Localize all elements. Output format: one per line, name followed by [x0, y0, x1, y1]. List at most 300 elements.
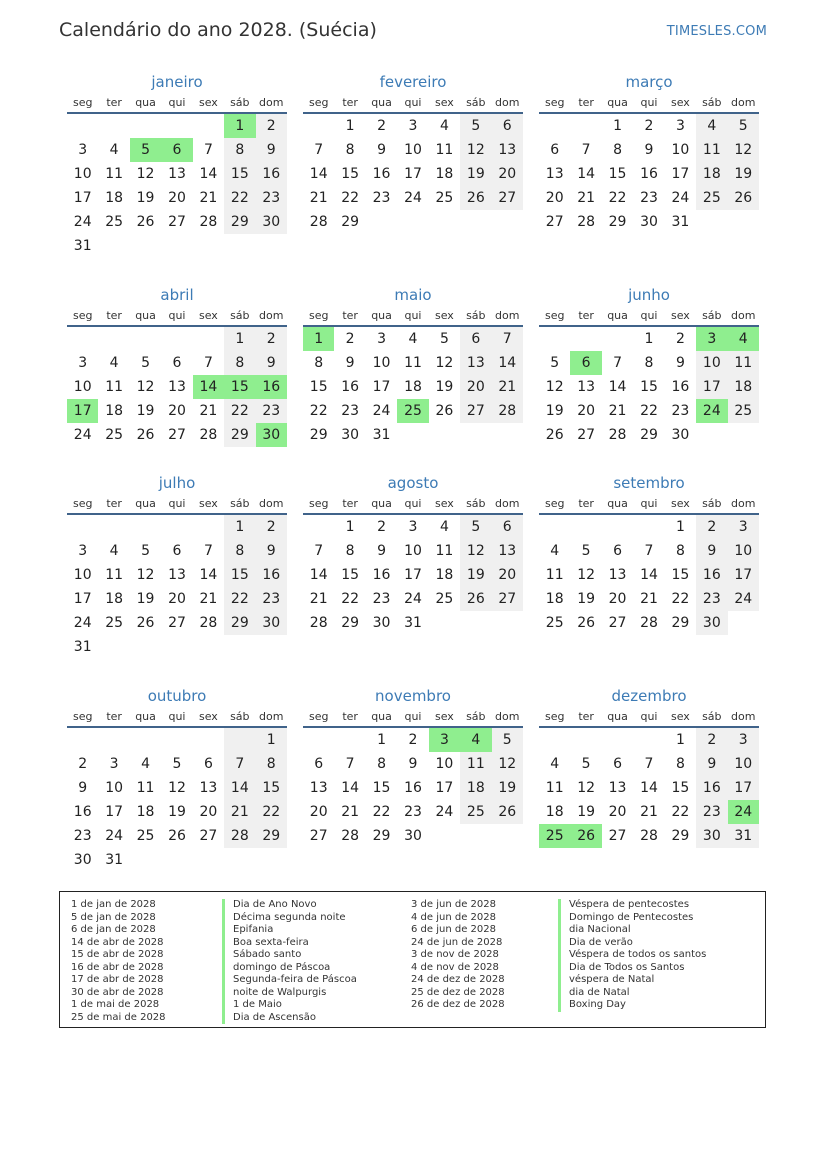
day-cell[interactable]: 21: [577, 190, 596, 206]
day-cell[interactable]: 6: [172, 543, 182, 559]
day-cell[interactable]: 15: [224, 162, 255, 186]
day-cell[interactable]: 12: [136, 379, 155, 395]
day-cell[interactable]: 24: [404, 190, 422, 206]
day-cell[interactable]: 15: [341, 166, 360, 182]
day-cell[interactable]: 6: [460, 326, 491, 351]
day-cell[interactable]: 14: [309, 567, 328, 583]
day-cell[interactable]: 13: [577, 379, 596, 395]
day-cell[interactable]: 17: [372, 379, 391, 395]
day-cell[interactable]: 22: [224, 186, 255, 210]
day-cell[interactable]: 18: [136, 804, 155, 820]
day-cell[interactable]: 24: [728, 800, 759, 824]
day-cell[interactable]: 15: [372, 780, 391, 796]
day-cell[interactable]: 14: [608, 379, 627, 395]
day-cell[interactable]: 13: [545, 166, 564, 182]
day-cell[interactable]: 30: [640, 214, 658, 230]
day-cell[interactable]: 13: [309, 780, 328, 796]
day-cell[interactable]: 16: [73, 804, 92, 820]
day-cell[interactable]: 2: [644, 118, 654, 134]
day-cell[interactable]: 2: [256, 326, 287, 351]
day-cell[interactable]: 28: [492, 399, 523, 423]
day-cell[interactable]: 17: [671, 166, 690, 182]
day-cell[interactable]: 1: [224, 326, 255, 351]
day-cell[interactable]: 18: [696, 162, 727, 186]
day-cell[interactable]: 9: [345, 355, 355, 371]
day-cell[interactable]: 16: [671, 379, 690, 395]
day-cell[interactable]: 24: [728, 587, 759, 611]
day-cell[interactable]: 26: [460, 186, 491, 210]
day-cell[interactable]: 28: [309, 615, 328, 631]
day-cell[interactable]: 16: [256, 375, 287, 399]
day-cell[interactable]: 17: [67, 399, 98, 423]
day-cell[interactable]: 22: [640, 403, 658, 419]
day-cell[interactable]: 27: [545, 214, 564, 230]
day-cell[interactable]: 11: [435, 543, 454, 559]
day-cell[interactable]: 17: [728, 776, 759, 800]
day-cell[interactable]: 11: [435, 142, 454, 158]
day-cell[interactable]: 18: [435, 567, 454, 583]
day-cell[interactable]: 27: [492, 186, 523, 210]
day-cell[interactable]: 25: [728, 399, 759, 423]
day-cell[interactable]: 21: [341, 804, 360, 820]
day-cell[interactable]: 6: [492, 113, 523, 138]
day-cell[interactable]: 31: [671, 214, 690, 230]
day-cell[interactable]: 30: [256, 210, 287, 234]
day-cell[interactable]: 27: [577, 427, 596, 443]
day-cell[interactable]: 10: [73, 379, 92, 395]
day-cell[interactable]: 19: [492, 776, 523, 800]
day-cell[interactable]: 9: [675, 355, 685, 371]
day-cell[interactable]: 25: [105, 427, 124, 443]
day-cell[interactable]: 13: [492, 539, 523, 563]
day-cell[interactable]: 22: [671, 591, 690, 607]
day-cell[interactable]: 14: [199, 166, 218, 182]
day-cell[interactable]: 16: [372, 567, 391, 583]
day-cell[interactable]: 14: [224, 776, 255, 800]
day-cell[interactable]: 1: [377, 732, 387, 748]
day-cell[interactable]: 5: [460, 113, 491, 138]
day-cell[interactable]: 3: [728, 514, 759, 539]
day-cell[interactable]: 18: [545, 804, 564, 820]
day-cell[interactable]: 8: [675, 543, 685, 559]
day-cell[interactable]: 18: [105, 591, 124, 607]
day-cell[interactable]: 28: [341, 828, 360, 844]
day-cell[interactable]: 29: [224, 210, 255, 234]
day-cell[interactable]: 8: [256, 752, 287, 776]
day-cell[interactable]: 25: [696, 186, 727, 210]
day-cell[interactable]: 21: [199, 591, 218, 607]
day-cell[interactable]: 20: [577, 403, 596, 419]
day-cell[interactable]: 12: [577, 567, 596, 583]
day-cell[interactable]: 11: [545, 567, 564, 583]
day-cell[interactable]: 5: [728, 113, 759, 138]
day-cell[interactable]: 7: [345, 756, 355, 772]
day-cell[interactable]: 15: [224, 563, 255, 587]
day-cell[interactable]: 13: [199, 780, 218, 796]
day-cell[interactable]: 28: [608, 427, 627, 443]
day-cell[interactable]: 5: [130, 138, 161, 162]
day-cell[interactable]: 8: [675, 756, 685, 772]
day-cell[interactable]: 16: [372, 166, 391, 182]
day-cell[interactable]: 24: [696, 399, 727, 423]
day-cell[interactable]: 7: [224, 752, 255, 776]
day-cell[interactable]: 2: [377, 519, 387, 535]
day-cell[interactable]: 28: [199, 615, 218, 631]
day-cell[interactable]: 4: [728, 326, 759, 351]
day-cell[interactable]: 9: [644, 142, 654, 158]
day-cell[interactable]: 3: [377, 331, 387, 347]
day-cell[interactable]: 4: [109, 543, 119, 559]
day-cell[interactable]: 17: [105, 804, 124, 820]
day-cell[interactable]: 11: [136, 780, 155, 796]
day-cell[interactable]: 11: [105, 166, 124, 182]
day-cell[interactable]: 16: [256, 162, 287, 186]
day-cell[interactable]: 26: [545, 427, 564, 443]
day-cell[interactable]: 29: [224, 611, 255, 635]
day-cell[interactable]: 18: [545, 591, 564, 607]
day-cell[interactable]: 9: [78, 780, 88, 796]
day-cell[interactable]: 13: [168, 567, 186, 583]
day-cell[interactable]: 17: [728, 563, 759, 587]
day-cell[interactable]: 23: [696, 587, 727, 611]
day-cell[interactable]: 2: [675, 331, 685, 347]
day-cell[interactable]: 4: [550, 756, 560, 772]
day-cell[interactable]: 24: [372, 403, 391, 419]
day-cell[interactable]: 10: [404, 142, 422, 158]
day-cell[interactable]: 3: [408, 118, 418, 134]
day-cell[interactable]: 29: [671, 828, 690, 844]
day-cell[interactable]: 22: [671, 804, 690, 820]
day-cell[interactable]: 29: [671, 615, 690, 631]
day-cell[interactable]: 16: [696, 776, 727, 800]
day-cell[interactable]: 1: [675, 519, 685, 535]
day-cell[interactable]: 3: [109, 756, 119, 772]
day-cell[interactable]: 17: [404, 166, 422, 182]
day-cell[interactable]: 9: [696, 539, 727, 563]
day-cell[interactable]: 12: [435, 355, 454, 371]
day-cell[interactable]: 30: [696, 824, 727, 848]
day-cell[interactable]: 14: [199, 567, 218, 583]
day-cell[interactable]: 13: [168, 166, 186, 182]
day-cell[interactable]: 19: [545, 403, 564, 419]
day-cell[interactable]: 26: [136, 427, 155, 443]
day-cell[interactable]: 11: [728, 351, 759, 375]
day-cell[interactable]: 28: [640, 615, 658, 631]
day-cell[interactable]: 29: [341, 214, 360, 230]
day-cell[interactable]: 17: [435, 780, 454, 796]
day-cell[interactable]: 16: [341, 379, 360, 395]
day-cell[interactable]: 11: [460, 752, 491, 776]
day-cell[interactable]: 20: [168, 591, 186, 607]
day-cell[interactable]: 31: [404, 615, 422, 631]
day-cell[interactable]: 31: [372, 427, 391, 443]
day-cell[interactable]: 1: [256, 727, 287, 752]
day-cell[interactable]: 19: [136, 190, 155, 206]
day-cell[interactable]: 25: [545, 615, 564, 631]
day-cell[interactable]: 2: [408, 732, 418, 748]
day-cell[interactable]: 9: [256, 138, 287, 162]
day-cell[interactable]: 19: [136, 591, 155, 607]
day-cell[interactable]: 7: [203, 142, 213, 158]
day-cell[interactable]: 4: [460, 727, 491, 752]
day-cell[interactable]: 5: [172, 756, 182, 772]
day-cell[interactable]: 19: [460, 162, 491, 186]
day-cell[interactable]: 27: [168, 214, 186, 230]
day-cell[interactable]: 7: [492, 326, 523, 351]
day-cell[interactable]: 7: [644, 756, 654, 772]
day-cell[interactable]: 18: [105, 190, 124, 206]
day-cell[interactable]: 7: [314, 142, 324, 158]
day-cell[interactable]: 3: [696, 326, 727, 351]
day-cell[interactable]: 16: [640, 166, 658, 182]
day-cell[interactable]: 1: [345, 118, 355, 134]
day-cell[interactable]: 20: [168, 190, 186, 206]
day-cell[interactable]: 29: [372, 828, 391, 844]
day-cell[interactable]: 25: [435, 190, 454, 206]
day-cell[interactable]: 24: [73, 427, 92, 443]
day-cell[interactable]: 25: [460, 800, 491, 824]
day-cell[interactable]: 10: [73, 567, 92, 583]
day-cell[interactable]: 8: [314, 355, 324, 371]
day-cell[interactable]: 1: [644, 331, 654, 347]
day-cell[interactable]: 4: [109, 142, 119, 158]
day-cell[interactable]: 27: [168, 427, 186, 443]
day-cell[interactable]: 8: [224, 138, 255, 162]
day-cell[interactable]: 8: [224, 351, 255, 375]
day-cell[interactable]: 2: [256, 514, 287, 539]
day-cell[interactable]: 14: [640, 567, 658, 583]
day-cell[interactable]: 27: [199, 828, 218, 844]
day-cell[interactable]: 10: [728, 752, 759, 776]
day-cell[interactable]: 28: [577, 214, 596, 230]
day-cell[interactable]: 20: [460, 375, 491, 399]
day-cell[interactable]: 18: [105, 403, 124, 419]
day-cell[interactable]: 26: [168, 828, 186, 844]
day-cell[interactable]: 5: [141, 543, 151, 559]
day-cell[interactable]: 17: [73, 190, 92, 206]
day-cell[interactable]: 14: [309, 166, 328, 182]
day-cell[interactable]: 31: [73, 238, 92, 254]
day-cell[interactable]: 30: [73, 852, 92, 868]
day-cell[interactable]: 28: [640, 828, 658, 844]
day-cell[interactable]: 8: [345, 142, 355, 158]
day-cell[interactable]: 5: [141, 355, 151, 371]
day-cell[interactable]: 13: [492, 138, 523, 162]
day-cell[interactable]: 18: [460, 776, 491, 800]
day-cell[interactable]: 26: [577, 615, 596, 631]
day-cell[interactable]: 21: [199, 403, 218, 419]
day-cell[interactable]: 24: [671, 190, 690, 206]
day-cell[interactable]: 15: [224, 375, 255, 399]
day-cell[interactable]: 15: [256, 776, 287, 800]
day-cell[interactable]: 22: [608, 190, 627, 206]
day-cell[interactable]: 7: [203, 543, 213, 559]
day-cell[interactable]: 30: [696, 611, 727, 635]
day-cell[interactable]: 10: [73, 166, 92, 182]
day-cell[interactable]: 21: [640, 591, 658, 607]
day-cell[interactable]: 30: [671, 427, 690, 443]
day-cell[interactable]: 1: [303, 326, 334, 351]
day-cell[interactable]: 14: [640, 780, 658, 796]
day-cell[interactable]: 22: [372, 804, 391, 820]
day-cell[interactable]: 29: [224, 423, 255, 447]
day-cell[interactable]: 21: [199, 190, 218, 206]
day-cell[interactable]: 27: [168, 615, 186, 631]
day-cell[interactable]: 11: [105, 379, 124, 395]
day-cell[interactable]: 23: [696, 800, 727, 824]
day-cell[interactable]: 1: [224, 514, 255, 539]
day-cell[interactable]: 25: [105, 214, 124, 230]
day-cell[interactable]: 19: [168, 804, 186, 820]
day-cell[interactable]: 23: [671, 403, 690, 419]
day-cell[interactable]: 11: [404, 355, 422, 371]
day-cell[interactable]: 2: [345, 331, 355, 347]
day-cell[interactable]: 10: [372, 355, 391, 371]
day-cell[interactable]: 28: [309, 214, 328, 230]
day-cell[interactable]: 27: [608, 828, 627, 844]
day-cell[interactable]: 5: [550, 355, 560, 371]
day-cell[interactable]: 22: [224, 399, 255, 423]
day-cell[interactable]: 26: [136, 615, 155, 631]
day-cell[interactable]: 23: [256, 399, 287, 423]
day-cell[interactable]: 6: [172, 355, 182, 371]
day-cell[interactable]: 15: [671, 780, 690, 796]
day-cell[interactable]: 9: [377, 543, 387, 559]
brand-link[interactable]: TIMESLES.COM: [666, 24, 767, 39]
day-cell[interactable]: 31: [73, 639, 92, 655]
day-cell[interactable]: 22: [341, 591, 360, 607]
day-cell[interactable]: 12: [577, 780, 596, 796]
day-cell[interactable]: 30: [341, 427, 360, 443]
day-cell[interactable]: 20: [309, 804, 328, 820]
day-cell[interactable]: 24: [73, 615, 92, 631]
day-cell[interactable]: 2: [696, 727, 727, 752]
day-cell[interactable]: 10: [728, 539, 759, 563]
day-cell[interactable]: 27: [309, 828, 328, 844]
day-cell[interactable]: 19: [728, 162, 759, 186]
day-cell[interactable]: 9: [256, 351, 287, 375]
day-cell[interactable]: 23: [404, 804, 422, 820]
day-cell[interactable]: 3: [78, 142, 88, 158]
day-cell[interactable]: 12: [460, 138, 491, 162]
day-cell[interactable]: 20: [199, 804, 218, 820]
day-cell[interactable]: 19: [136, 403, 155, 419]
day-cell[interactable]: 3: [728, 727, 759, 752]
day-cell[interactable]: 23: [372, 591, 391, 607]
day-cell[interactable]: 27: [608, 615, 627, 631]
day-cell[interactable]: 24: [73, 214, 92, 230]
day-cell[interactable]: 28: [199, 427, 218, 443]
day-cell[interactable]: 23: [73, 828, 92, 844]
day-cell[interactable]: 18: [404, 379, 422, 395]
day-cell[interactable]: 30: [256, 611, 287, 635]
day-cell[interactable]: 28: [224, 824, 255, 848]
day-cell[interactable]: 22: [341, 190, 360, 206]
day-cell[interactable]: 20: [492, 162, 523, 186]
day-cell[interactable]: 14: [577, 166, 596, 182]
day-cell[interactable]: 12: [136, 567, 155, 583]
day-cell[interactable]: 27: [460, 399, 491, 423]
day-cell[interactable]: 23: [256, 186, 287, 210]
day-cell[interactable]: 8: [345, 543, 355, 559]
day-cell[interactable]: 21: [309, 591, 328, 607]
day-cell[interactable]: 3: [78, 543, 88, 559]
day-cell[interactable]: 15: [309, 379, 328, 395]
day-cell[interactable]: 5: [439, 331, 449, 347]
day-cell[interactable]: 12: [545, 379, 564, 395]
day-cell[interactable]: 27: [492, 587, 523, 611]
day-cell[interactable]: 25: [435, 591, 454, 607]
day-cell[interactable]: 26: [570, 824, 601, 848]
day-cell[interactable]: 17: [696, 375, 727, 399]
day-cell[interactable]: 1: [675, 732, 685, 748]
day-cell[interactable]: 3: [78, 355, 88, 371]
day-cell[interactable]: 12: [168, 780, 186, 796]
day-cell[interactable]: 18: [435, 166, 454, 182]
day-cell[interactable]: 21: [640, 804, 658, 820]
day-cell[interactable]: 2: [78, 756, 88, 772]
day-cell[interactable]: 13: [608, 567, 627, 583]
day-cell[interactable]: 16: [404, 780, 422, 796]
day-cell[interactable]: 30: [404, 828, 422, 844]
day-cell[interactable]: 14: [492, 351, 523, 375]
day-cell[interactable]: 20: [608, 591, 627, 607]
day-cell[interactable]: 31: [105, 852, 124, 868]
day-cell[interactable]: 15: [640, 379, 658, 395]
day-cell[interactable]: 30: [256, 423, 287, 447]
day-cell[interactable]: 5: [492, 727, 523, 752]
day-cell[interactable]: 6: [613, 543, 623, 559]
day-cell[interactable]: 11: [105, 567, 124, 583]
day-cell[interactable]: 25: [539, 824, 570, 848]
day-cell[interactable]: 23: [256, 587, 287, 611]
day-cell[interactable]: 25: [136, 828, 155, 844]
day-cell[interactable]: 7: [613, 355, 623, 371]
day-cell[interactable]: 6: [161, 138, 192, 162]
day-cell[interactable]: 5: [581, 756, 591, 772]
day-cell[interactable]: 9: [377, 142, 387, 158]
day-cell[interactable]: 24: [404, 591, 422, 607]
day-cell[interactable]: 24: [435, 804, 454, 820]
day-cell[interactable]: 22: [256, 800, 287, 824]
day-cell[interactable]: 10: [435, 756, 454, 772]
day-cell[interactable]: 16: [696, 563, 727, 587]
day-cell[interactable]: 4: [439, 519, 449, 535]
day-cell[interactable]: 16: [256, 563, 287, 587]
day-cell[interactable]: 5: [460, 514, 491, 539]
day-cell[interactable]: 4: [141, 756, 151, 772]
day-cell[interactable]: 3: [408, 519, 418, 535]
day-cell[interactable]: 19: [460, 563, 491, 587]
day-cell[interactable]: 2: [377, 118, 387, 134]
day-cell[interactable]: 4: [696, 113, 727, 138]
day-cell[interactable]: 18: [728, 375, 759, 399]
day-cell[interactable]: 14: [193, 375, 224, 399]
day-cell[interactable]: 22: [309, 403, 328, 419]
day-cell[interactable]: 3: [429, 727, 460, 752]
day-cell[interactable]: 1: [345, 519, 355, 535]
day-cell[interactable]: 6: [613, 756, 623, 772]
day-cell[interactable]: 21: [608, 403, 627, 419]
day-cell[interactable]: 23: [640, 190, 658, 206]
day-cell[interactable]: 4: [439, 118, 449, 134]
day-cell[interactable]: 11: [696, 138, 727, 162]
day-cell[interactable]: 26: [460, 587, 491, 611]
day-cell[interactable]: 6: [550, 142, 560, 158]
day-cell[interactable]: 3: [675, 118, 685, 134]
day-cell[interactable]: 6: [314, 756, 324, 772]
day-cell[interactable]: 13: [460, 351, 491, 375]
